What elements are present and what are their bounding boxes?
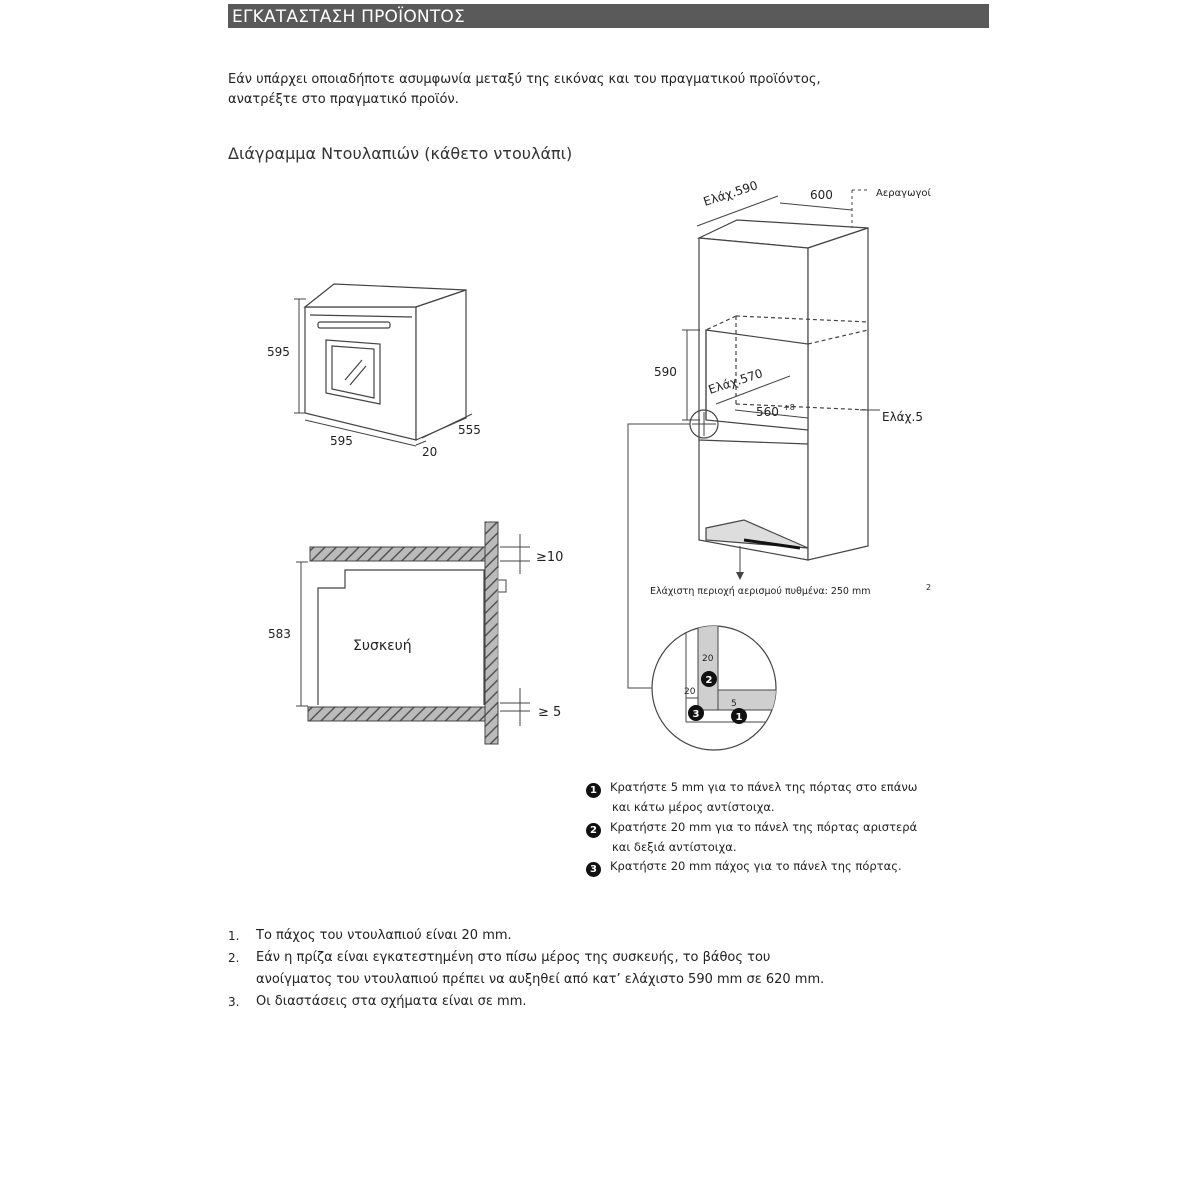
cabinet-isometric (628, 190, 880, 688)
note-text-3: Οι διαστάσεις στα σχήματα είναι σε mm. (256, 994, 527, 1009)
oven-height-label: 595 (267, 345, 290, 359)
note-number-2: 2. (228, 951, 240, 965)
note-item-2 (228, 947, 824, 991)
section-height-label: 583 (268, 627, 291, 641)
detail-20-left: 20 (684, 687, 696, 697)
detail-view (652, 620, 780, 750)
section-header-title: ΕΓΚΑΤΑΣΤΑΣΗ ΠΡΟΪΟΝΤΟΣ (232, 7, 465, 27)
detail-marker-3: 3 (692, 709, 700, 720)
legend-text-1b: και κάτω μέρος αντίστοιχα. (612, 800, 775, 814)
legend-marker-3: 3 (586, 862, 601, 877)
note-item-1 (228, 925, 824, 947)
detail-5: 5 (731, 699, 737, 709)
cross-section (296, 522, 530, 744)
legend-text-3a: Κρατήστε 20 mm πάχος για το πάνελ της πόρτας. (610, 859, 902, 873)
oven-isometric (294, 284, 472, 446)
note-text-2a: Εάν η πρίζα είναι εγκατεστημένη στο πίσω μέρος της συσκευής, το βάθος του (256, 950, 771, 965)
notes-list (228, 925, 824, 1013)
note-number-1: 1. (228, 929, 240, 943)
legend-item-2 (586, 818, 917, 838)
disclaimer-line-1: Εάν υπάρχει οποιαδήποτε ασυμφωνία μεταξύ της εικόνας και του πραγματικού προϊόντος, (228, 72, 821, 87)
section-bottom-gap-label: ≥ 5 (538, 705, 562, 720)
legend-text-1a: Κρατήστε 5 mm για το πάνελ της πόρτας στο επάνω (610, 780, 918, 794)
opening-tolerance-label: +8 (783, 403, 795, 412)
disclaimer-line-2: ανατρέξτε στο πραγματικό προϊόν. (228, 92, 459, 107)
legend-text-2b: και δεξιά αντίστοιχα. (612, 839, 737, 854)
appliance-label: Συσκευή (353, 638, 412, 654)
cabinet-width-label: 600 (810, 188, 833, 202)
detail-20-top: 20 (702, 654, 714, 664)
detail-legend (586, 778, 917, 877)
legend-text-2a: Κρατήστε 20 mm για το πάνελ της πόρτας αριστερά (610, 819, 918, 834)
legend-item-3 (586, 857, 917, 877)
bottom-vent-label: Ελάχιστη περιοχή αερισμού πυθμένα: 250 mm (650, 586, 871, 597)
oven-width-label: 595 (330, 434, 353, 448)
page-mark: 2 (926, 583, 932, 592)
detail-marker-1: 1 (735, 712, 743, 723)
opening-min-depth-label: Ελάχ.570 (706, 366, 765, 397)
diagram-title: Διάγραμμα Ντουλαπιών (κάθετο ντουλάπι) (228, 144, 573, 163)
legend-item-1 (586, 778, 917, 798)
section-top-gap-label: ≥10 (536, 550, 564, 565)
note-item-3 (228, 991, 824, 1013)
oven-depth-label: 555 (458, 423, 481, 437)
cabinet-min-depth-label: Ελάχ.590 (701, 178, 760, 209)
detail-marker-2: 2 (705, 675, 713, 686)
note-text-2b: ανοίγματος του ντουλαπιού πρέπει να αυξηθεί από κατ’ ελάχιστο 590 mm σε 620 mm. (256, 972, 825, 987)
note-text-1: Το πάχος του ντουλαπιού είναι 20 mm. (256, 928, 512, 943)
note-number-3: 3. (228, 995, 240, 1009)
legend-marker-1: 1 (586, 783, 601, 798)
oven-front-label: 20 (422, 445, 438, 459)
opening-width-label: 560 (756, 405, 779, 419)
ventilation-label: Αεραγωγοί (876, 188, 931, 199)
min-gap-label: Ελάχ.5 (882, 410, 923, 424)
opening-height-label: 590 (654, 365, 677, 379)
legend-marker-2: 2 (586, 823, 601, 838)
